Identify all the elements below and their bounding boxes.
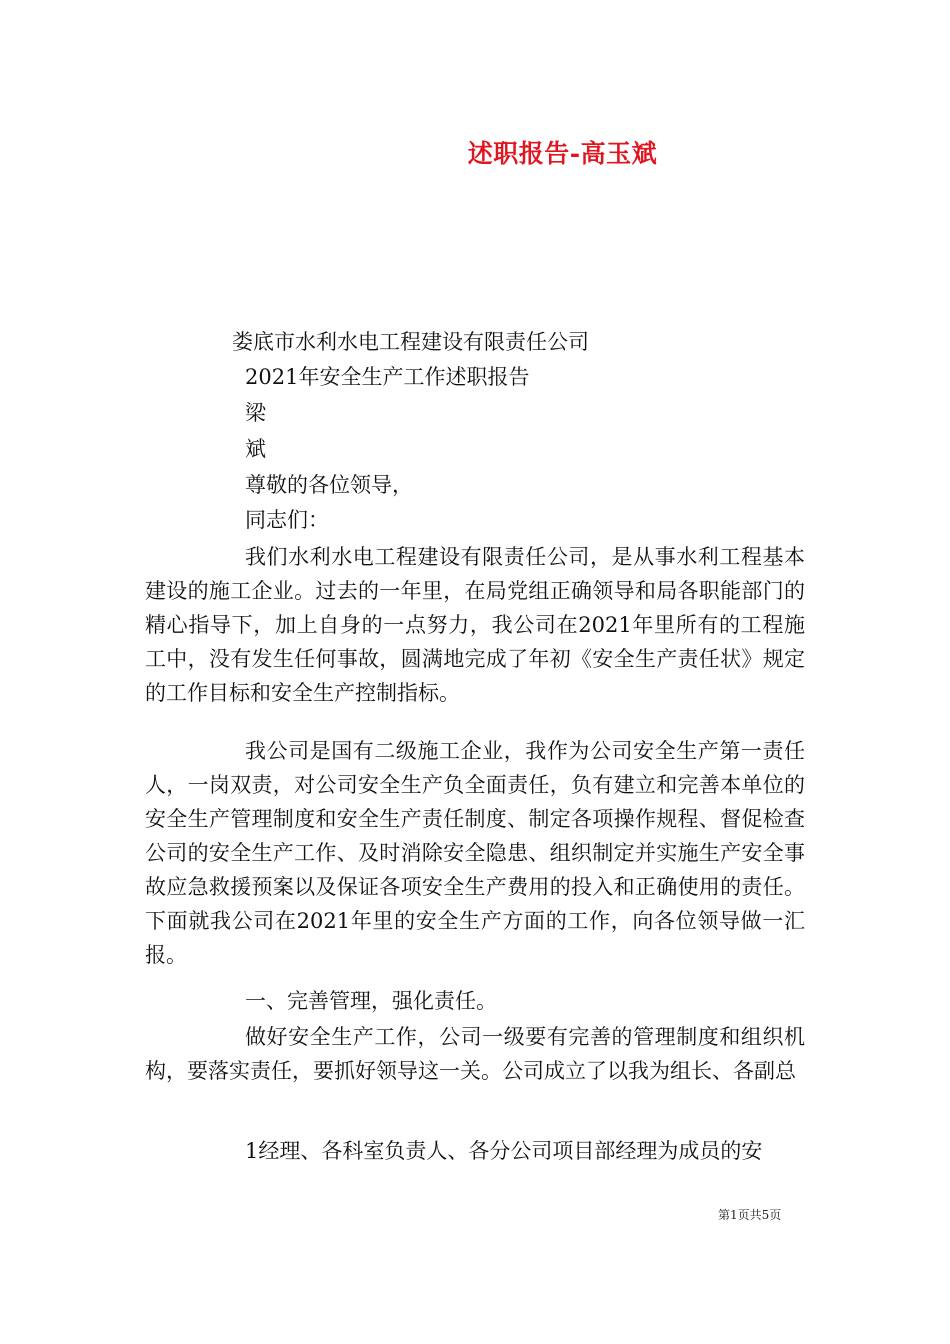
company-name: 娄底市水利水电工程建设有限责任公司 xyxy=(232,330,589,354)
salutation-2: 同志们： xyxy=(245,508,329,532)
author-line-1: 梁 xyxy=(245,401,266,425)
report-title: 2021年安全生产工作述职报告 xyxy=(245,365,530,389)
salutation-1: 尊敬的各位领导， xyxy=(245,473,413,497)
section-heading-1: 一、完善管理，强化责任。 xyxy=(245,989,497,1013)
paragraph-1: 我们水利水电工程建设有限责任公司，是从事水利工程基本建设的施工企业。过去的一年里，在局党组正确领导和局各职能部门的精心指导下，加上自身的一点努力，我公司在2021年里所有的工程施工中，没有发生任何事故，圆满地完成了年初《安全生产责任状》规定的工作目标和安全生产控制指标。 xyxy=(145,545,805,705)
author-line-2: 斌 xyxy=(245,437,266,461)
page-number: 第1页共5页 xyxy=(718,1208,782,1222)
document-title: 述职报告-高玉斌 xyxy=(467,139,658,168)
paragraph-4: 1经理、各科室负责人、各分公司项目部经理为成员的安 xyxy=(245,1139,763,1163)
paragraph-2: 我公司是国有二级施工企业，我作为公司安全生产第一责任人，一岗双责，对公司安全生产负全面责任，负有建立和完善本单位的安全生产管理制度和安全生产责任制度、制定各项操作规程、督促检查公司的安全生产工作、及时消除安全隐患、组织制定并实施生产安全事故应急救援预案以及保证各项安全生产费用的投入和正确使用的责任。下面就我公司在2021年里的安全生产方面的工作，向各位领导做一汇报。 xyxy=(145,739,805,967)
paragraph-3: 做好安全生产工作，公司一级要有完善的管理制度和组织机构，要落实责任，要抓好领导这一关。公司成立了以我为组长、各副总 xyxy=(145,1025,805,1083)
